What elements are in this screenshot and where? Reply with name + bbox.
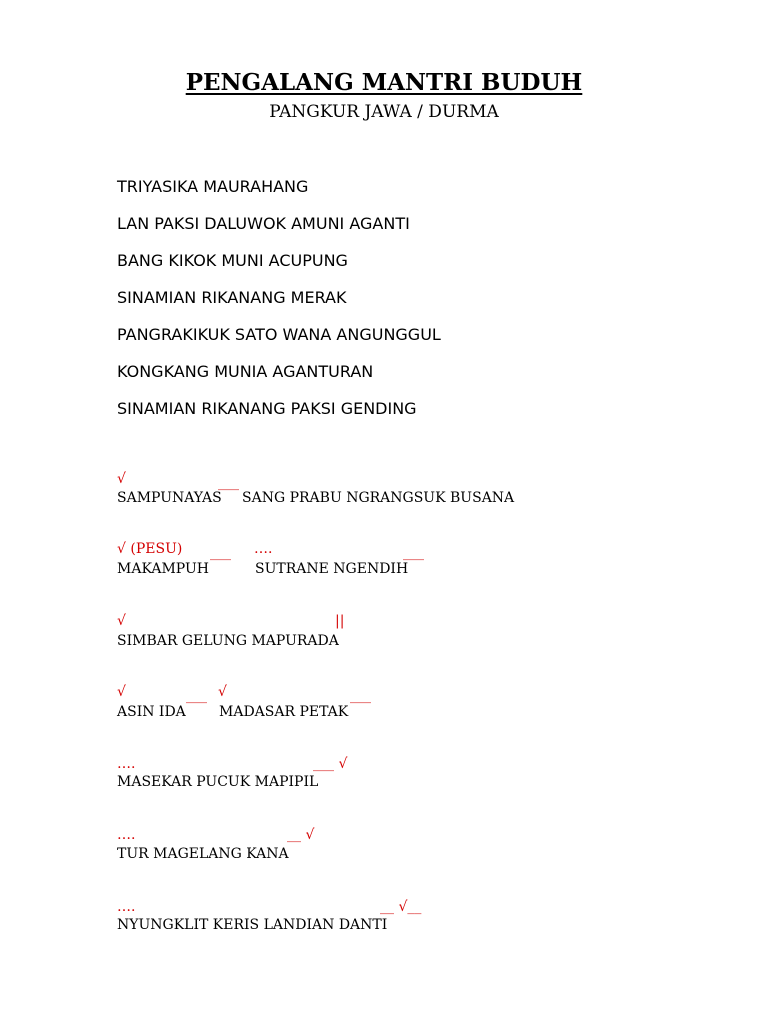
lyric-text: MADASAR PETAK xyxy=(219,704,349,720)
check-mark: √ xyxy=(117,613,126,629)
check-mark: √ xyxy=(117,684,126,700)
verse-line-3: BANG KIKOK MUNI ACUPUNG xyxy=(117,251,348,270)
underline-mark: ___ xyxy=(350,688,371,704)
lyric-text: TUR MAGELANG KANA xyxy=(117,846,289,862)
page-subtitle: PANGKUR JAWA / DURMA xyxy=(269,102,499,122)
ellipsis-mark: …. xyxy=(117,827,136,843)
lyric-text: SUTRANE NGENDIH xyxy=(255,561,409,577)
verse-line-5: PANGRAKIKUK SATO WANA ANGUNGGUL xyxy=(117,325,441,344)
ellipsis-mark: …. xyxy=(254,541,273,557)
lyric-text: MAKAMPUH xyxy=(117,561,209,577)
check-mark-pesu: √ (PESU) xyxy=(117,541,183,557)
double-bar-mark: || xyxy=(335,613,345,629)
lyric-text: SIMBAR GELUNG MAPURADA xyxy=(117,633,339,649)
verse-line-4: SINAMIAN RIKANANG MERAK xyxy=(117,288,347,307)
verse-line-1: TRIYASIKA MAURAHANG xyxy=(117,177,309,196)
verse-line-7: SINAMIAN RIKANANG PAKSI GENDING xyxy=(117,399,417,418)
verse-line-2: LAN PAKSI DALUWOK AMUNI AGANTI xyxy=(117,214,410,233)
underline-check-mark: __ √__ xyxy=(380,899,422,915)
lyric-text: SAMPUNAYAS xyxy=(117,490,222,506)
lyric-text: SANG PRABU NGRANGSUK BUSANA xyxy=(242,490,515,506)
underline-mark: ___ xyxy=(186,688,207,704)
ellipsis-mark: …. xyxy=(117,899,136,915)
ellipsis-mark: …. xyxy=(117,756,136,772)
underline-mark: ___ xyxy=(403,545,424,561)
page-title xyxy=(0,68,768,98)
lyric-text: MASEKAR PUCUK MAPIPIL xyxy=(117,774,319,790)
underline-check-mark: ___ √ xyxy=(313,756,348,772)
underline-check-mark: __ √ xyxy=(287,827,315,843)
check-mark: √ xyxy=(117,471,126,487)
underline-mark: ___ xyxy=(218,475,239,491)
verse-line-6: KONGKANG MUNIA AGANTURAN xyxy=(117,362,374,381)
check-mark: √ xyxy=(218,684,227,700)
page-title-text: PENGALANG MANTRI BUDUH xyxy=(185,69,583,96)
lyric-text: NYUNGKLIT KERIS LANDIAN DANTI xyxy=(117,917,388,933)
underline-mark: ___ xyxy=(210,545,231,561)
lyric-text: ASIN IDA xyxy=(117,704,186,720)
